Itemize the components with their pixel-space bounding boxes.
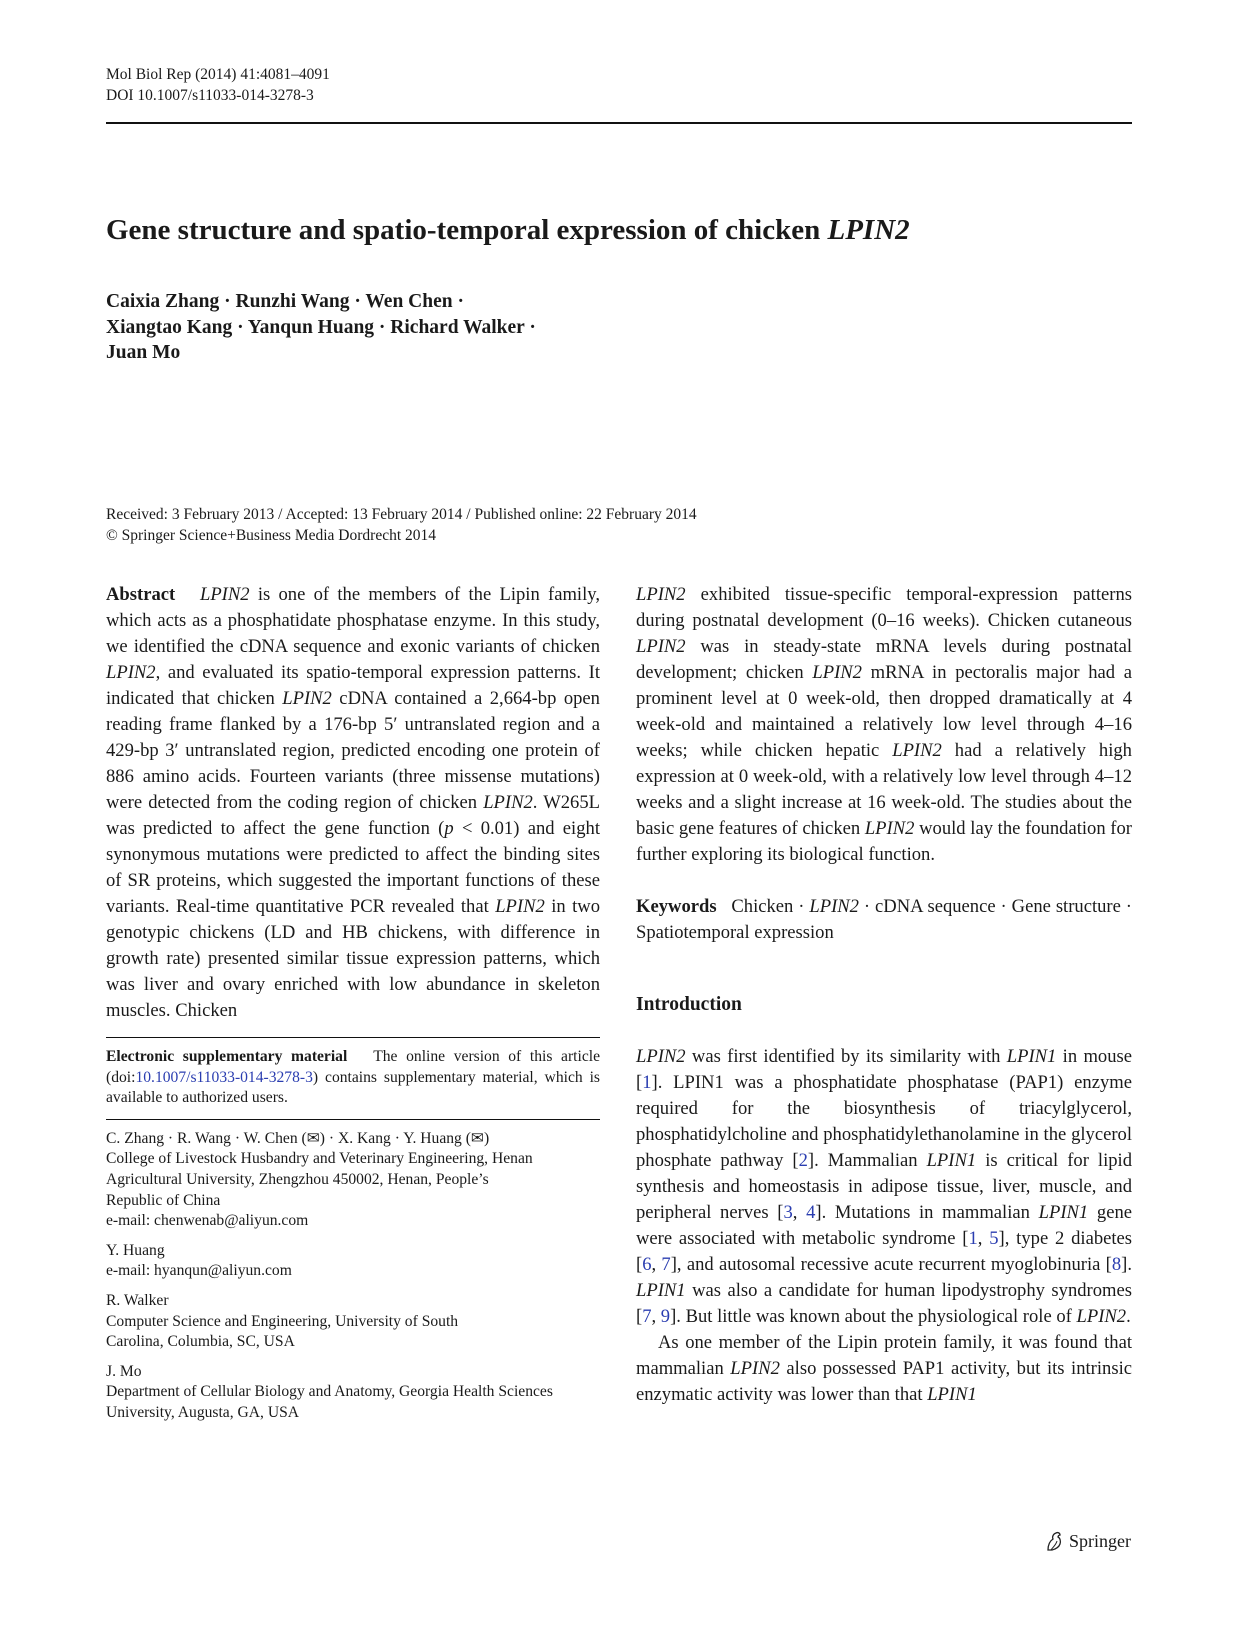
citation-link[interactable]: 7 [661, 1254, 671, 1275]
title-gene: LPIN2 [827, 214, 910, 246]
citation-link[interactable]: 6 [642, 1254, 652, 1275]
publication-dates [106, 505, 697, 546]
citation-link[interactable]: 9 [660, 1306, 671, 1327]
affiliation-rule [106, 1119, 600, 1120]
left-column [106, 582, 600, 1424]
citation-link[interactable]: 7 [642, 1306, 652, 1327]
affiliation-block: J. Mo Department of Cellular Biology and Anatomy, Georgia Health Sciences University, Augusta, GA, USA [106, 1362, 553, 1421]
email-address: e-mail: hyanqun@aliyun.com [106, 1262, 292, 1280]
copyright-line: © Springer Science+Business Media Dordrecht 2014 [106, 526, 437, 544]
affiliation-block: C. Zhang · R. Wang · W. Chen (✉) · X. Kang · Y. Huang (✉) College of Livestock Husbandry and Veterinary Engineering, Henan Agricultural University, Zhengzhou 450002, Henan, People’s Republic of China e-mail: chenwenab@aliyun.com [106, 1129, 600, 1232]
abstract-paragraph: Abstract LPIN2 is one of the members of the Lipin family, which acts as a phosphatidate phosphatase enzyme. In this study, we identified the cDNA sequence and exonic variants of chicken LPIN2, and evaluated its spatio-temporal expression patterns. It indicated that chicken LPIN2 cDNA contained a 2,664-bp open reading frame flanked by a 176-bp 5′ untranslated region and a 429-bp 3′ untranslated region, predicted encoding one protein of 886 amino acids. Fourteen variants (three missense mutations) were detected from the coding region of chicken LPIN2. W265L was predicted to affect the gene function (p < 0.01) and eight synonymous mutations were predicted to affect the binding sites of SR proteins, which suggested the important functions of these variants. Real-time quantitative PCR revealed that LPIN2 in two genotypic chickens (LD and HB chickens, with difference in growth rate) presented similar tissue expression patterns, which was liver and ovary enriched with low abundance in skeleton muscles. Chicken [106, 584, 600, 1021]
springer-horse-icon [1044, 1530, 1064, 1552]
received-accepted-line: Received: 3 February 2013 / Accepted: 13 February 2014 / Published online: 22 February 2014 [106, 506, 697, 523]
introduction-paragraph: As one member of the Lipin protein family, it was found that mammalian LPIN2 also possessed PAP1 activity, but its intrinsic enzymatic activity was lower than that LPIN1 [636, 1332, 1132, 1405]
article-title: Gene structure and spatio-temporal expression of chicken LPIN2 [106, 214, 910, 246]
keywords: Keywords Chicken · LPIN2 · cDNA sequence · Gene structure · Spatiotemporal expression [636, 896, 1132, 943]
esm-label: Electronic supplementary material [106, 1048, 348, 1065]
running-header [106, 64, 330, 106]
email-address: e-mail: chenwenab@aliyun.com [106, 1212, 309, 1230]
abstract-continuation: LPIN2 exhibited tissue-specific temporal-expression patterns during postnatal development (0–16 weeks). Chicken cutaneous LPIN2 was in steady-state mRNA levels during postnatal development; chicken LPIN2 mRNA in pectoralis major had a prominent level at 0 week-old, then dropped dramatically at 4 week-old and maintained a relatively low level through 4–16 weeks; while chicken hepatic LPIN2 had a relatively high expression at 0 week-old, with a relatively low level through 4–12 weeks and a slight increase at 16 week-old. The studies about the basic gene features of chicken LPIN2 would lay the foundation for further exploring its biological function. [636, 584, 1132, 865]
right-column [636, 582, 1132, 1408]
doi-line: DOI 10.1007/s11033-014-3278-3 [106, 87, 314, 104]
citation-link[interactable]: 1 [642, 1072, 652, 1093]
esm-note: Electronic supplementary material The online version of this article (doi:10.1007/s11033-014-3278-3) contains supplementary material, which is available to authorized users. [106, 1048, 601, 1107]
abstract-label: Abstract [106, 584, 176, 605]
esm-rule [106, 1037, 600, 1038]
introduction-paragraph: LPIN2 was first identified by its similarity with LPIN1 in mouse [1]. LPIN1 was a phosphatidate phosphatase (PAP1) enzyme required for the biosynthesis of triacylglycerol, phosphatidylcholine and phosphatidylethanolamine in the glycerol phosphate pathway [2]. Mammalian LPIN1 is critical for lipid synthesis and homeostasis in adipose tissue, liver, muscle, and peripheral nerves [3, 4]. Mutations in mammalian LPIN1 gene were associated with metabolic syndrome [1, 5], type 2 diabetes [6, 7], and autosomal recessive acute recurrent myoglobinuria [8]. LPIN1 was also a candidate for human lipodystrophy syndromes [7, 9]. But little was known about the physiological role of LPIN2. [636, 1046, 1133, 1327]
citation-link[interactable]: 2 [798, 1150, 808, 1171]
author-line: Juan Mo [106, 342, 181, 363]
keywords-label: Keywords [636, 896, 717, 917]
affiliation-block: Y. Huang e-mail: hyanqun@aliyun.com [106, 1241, 600, 1282]
citation-link[interactable]: 4 [806, 1202, 816, 1223]
author-list [106, 289, 536, 366]
publisher-name: Springer [1069, 1530, 1131, 1551]
citation-link[interactable]: 3 [783, 1202, 793, 1223]
introduction-heading: Introduction [636, 994, 742, 1015]
publisher-logo [1044, 1530, 1131, 1552]
citation-link[interactable]: 8 [1111, 1254, 1122, 1275]
esm-doi-link[interactable]: 10.1007/s11033-014-3278-3 [135, 1068, 313, 1086]
journal-citation: Mol Biol Rep (2014) 41:4081–4091 [106, 66, 330, 83]
affiliation-block: R. Walker Computer Science and Engineering, University of South Carolina, Columbia, SC, USA [106, 1291, 459, 1351]
citation-link[interactable]: 5 [989, 1228, 999, 1249]
citation-link[interactable]: 1 [968, 1228, 978, 1249]
header-rule [106, 122, 1132, 124]
author-line: Caixia Zhang · Runzhi Wang · Wen Chen · [106, 291, 464, 312]
author-line: Xiangtao Kang · Yanqun Huang · Richard Walker · [106, 316, 536, 338]
